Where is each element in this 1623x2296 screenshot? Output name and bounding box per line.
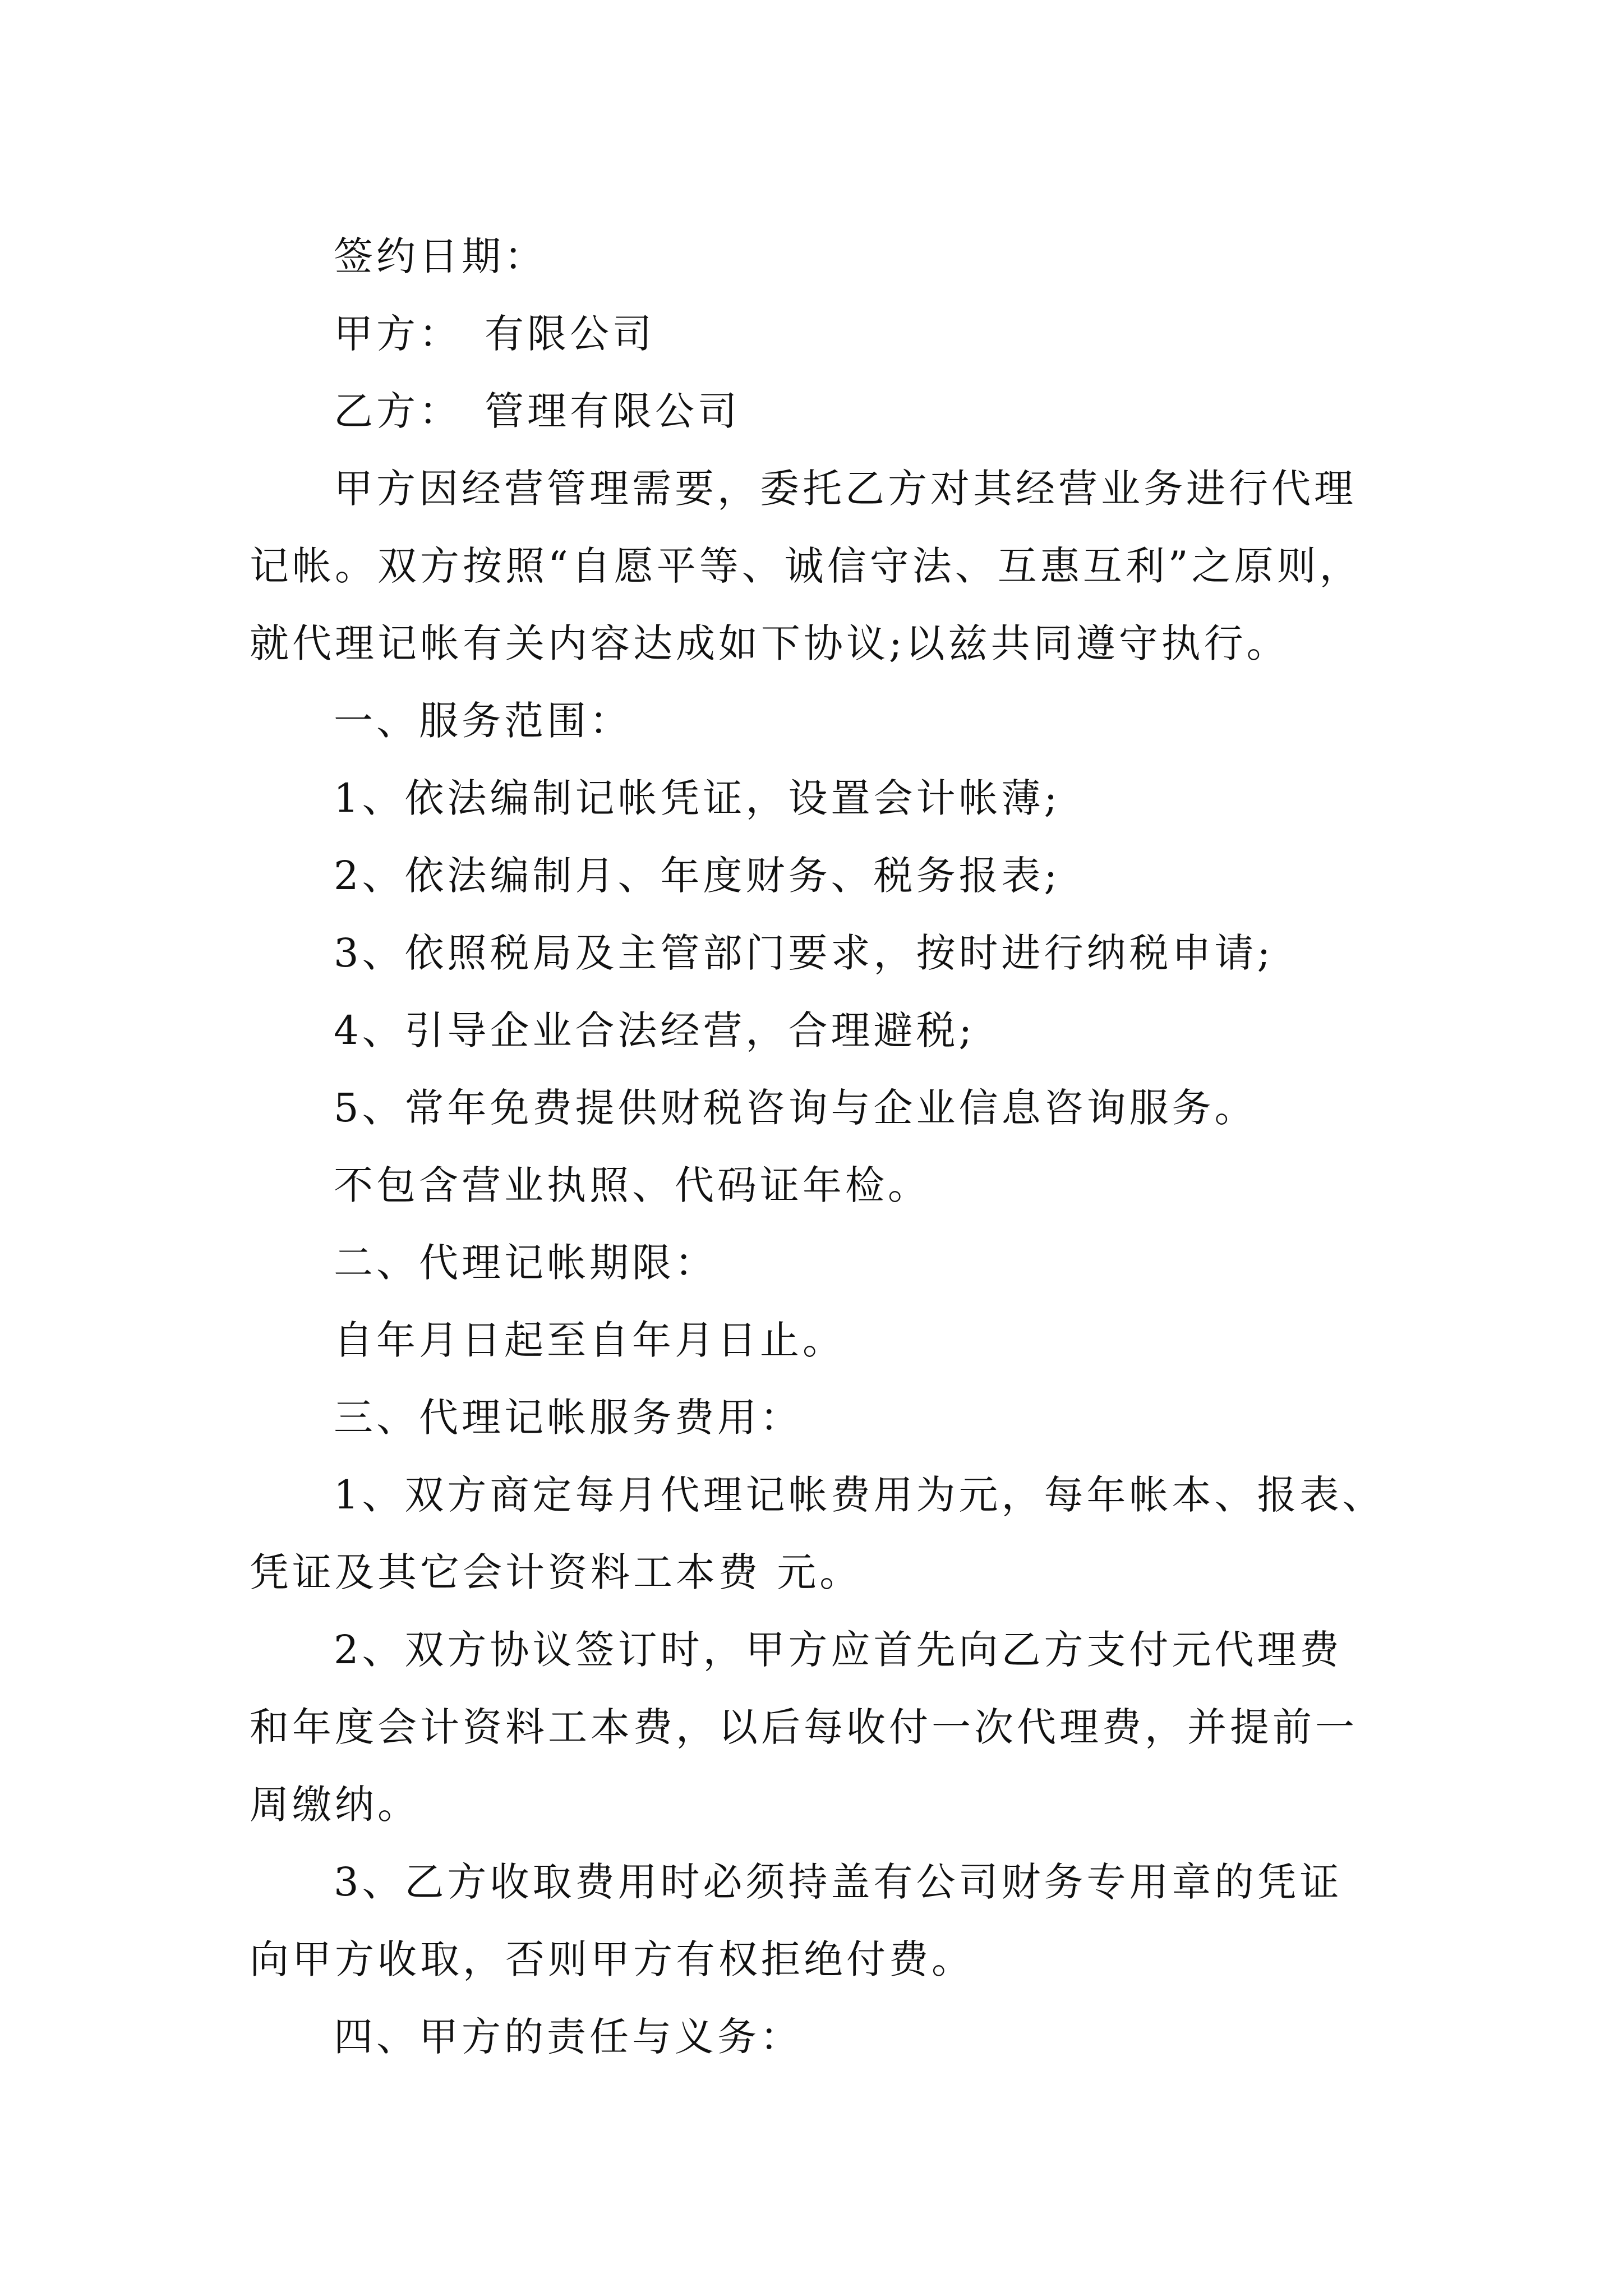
signing-date-line: 签约日期：	[334, 233, 547, 279]
intro-paragraph-line-2: 记帐。双方按照“自愿平等、诚信守法、互惠互利”之原则，	[250, 543, 1362, 589]
list-item: 5、常年免费提供财税咨询与企业信息咨询服务。	[334, 1085, 1257, 1131]
exclusion-note: 不包含营业执照、代码证年检。	[334, 1162, 930, 1208]
intro-paragraph-line-3: 就代理记帐有关内容达成如下协议;以兹共同遵守执行。	[250, 620, 1289, 666]
section-heading-party-a-duties: 四、甲方的责任与义务：	[334, 2014, 803, 2060]
intro-paragraph-line-1: 甲方因经营管理需要，委托乙方对其经营业务进行代理	[334, 466, 1357, 512]
document-body	[250, 218, 1387, 2076]
list-item: 4、引导企业合法经营，合理避税;	[334, 1007, 976, 1053]
party-a-line: 甲方： 有限公司	[334, 311, 655, 357]
section-heading-fees: 三、代理记帐服务费用：	[334, 1395, 803, 1441]
party-b-line: 乙方： 管理有限公司	[334, 388, 740, 434]
fee-clause-3-line-2: 向甲方收取，否则甲方有权拒绝付费。	[250, 1936, 974, 1982]
fee-clause-1-line-1: 1、双方商定每月代理记帐费用为元，每年帐本、报表、	[334, 1472, 1385, 1518]
fee-clause-1-line-2: 凭证及其它会计资料工本费 元。	[250, 1549, 863, 1595]
fee-clause-2-line-2: 和年度会计资料工本费，以后每收付一次代理费，并提前一	[250, 1704, 1358, 1750]
list-item: 3、依照税局及主管部门要求，按时进行纳税申请;	[334, 930, 1274, 976]
list-item: 2、依法编制月、年度财务、税务报表;	[334, 853, 1061, 899]
fee-clause-3-line-1: 3、乙方收取费用时必须持盖有公司财务专用章的凭证	[334, 1859, 1343, 1905]
list-item: 1、依法编制记帐凭证，设置会计帐薄;	[334, 775, 1061, 821]
fee-clause-2-line-3: 周缴纳。	[250, 1782, 420, 1828]
section-heading-term: 二、代理记帐期限：	[334, 1240, 717, 1286]
term-line: 自年月日起至自年月日止。	[334, 1317, 845, 1363]
fee-clause-2-line-1: 2、双方协议签订时，甲方应首先向乙方支付元代理费	[334, 1627, 1343, 1673]
section-heading-service-scope: 一、服务范围：	[334, 698, 632, 744]
